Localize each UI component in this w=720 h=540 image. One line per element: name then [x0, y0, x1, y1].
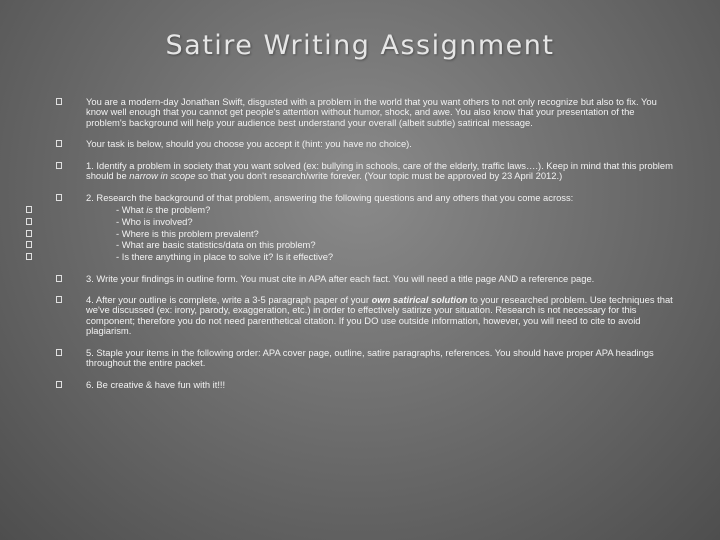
step-1-emphasis: narrow in scope — [129, 170, 196, 182]
list-item — [56, 161, 676, 182]
question-4: - What are basic statistics/data on this problem? — [116, 239, 316, 251]
bullet-icon — [56, 98, 62, 105]
list-item — [56, 380, 676, 390]
bullet-icon — [26, 253, 32, 260]
step-1-text-end: so that you don't research/write forever. (Your topic must be approved by 23 April 2012.) — [195, 170, 563, 182]
bullet-icon — [26, 206, 32, 213]
bullet-icon — [26, 218, 32, 225]
list-item — [86, 251, 676, 263]
task-text: Your task is below, should you choose you accept it (hint: you have no choice). — [86, 138, 412, 150]
question-2: - Who is involved? — [116, 215, 193, 227]
step-3-text: 3. Write your findings in outline form. You must cite in APA after each fact. You will need a title page AND a reference page. — [86, 272, 595, 284]
question-1-emphasis: is — [146, 204, 153, 216]
step-2-group — [56, 192, 676, 262]
step-1-text: 1. Identify a problem in society that you want solved (ex: bullying in schools, care of the elderly, traffic laws….). Keep in mind that this problem should be — [86, 159, 673, 182]
bullet-icon — [56, 381, 62, 388]
question-3: - Where is this problem prevalent? — [116, 227, 259, 239]
list-item — [56, 295, 676, 337]
bullet-icon — [56, 349, 62, 356]
bullet-icon — [56, 296, 62, 303]
step-5-text: 5. Staple your items in the following order: APA cover page, outline, satire paragraphs, references. You should have proper APA headings throughout the entire packet. — [86, 346, 654, 369]
bullet-icon — [26, 230, 32, 237]
step-2-lead: 2. Research the background of that problem, answering the following questions and any others that you come across: — [86, 192, 574, 204]
assignment-list — [56, 97, 676, 401]
list-item — [56, 348, 676, 369]
question-1: - What — [116, 204, 147, 216]
step-4-text: 4. After your outline is complete, write a 3-5 paragraph paper of your — [86, 294, 372, 306]
list-item — [86, 192, 676, 204]
question-5: - Is there anything in place to solve it? Is it effective? — [116, 250, 334, 262]
list-item — [86, 204, 676, 216]
list-item — [86, 228, 676, 240]
bullet-icon — [56, 194, 62, 201]
bullet-icon — [56, 162, 62, 169]
intro-text: You are a modern-day Jonathan Swift, disgusted with a problem in the world that you want others to not only recognize but also to fix. You know well enough that you cannot get people's attention without humor, shock, and awe. You also know that your presentation of the problem's background will help your audience best understand your overall (albeit subtle) satirical message. — [86, 96, 657, 128]
list-item — [56, 97, 676, 128]
bullet-icon — [56, 275, 62, 282]
bullet-icon — [56, 140, 62, 147]
list-item — [86, 239, 676, 251]
bullet-icon — [26, 241, 32, 248]
slide-title: Satire Writing Assignment — [165, 30, 555, 61]
step-4-text-end: to your researched problem. Use techniques that we've discussed (ex: irony, parody, exaggeration, etc.) in order to effectively satirize your situation. Research is not necessary for this component; therefore you do not need parenthetical citation. If you DO use outside information, however, you will need to cite to avoid plagiarism. — [86, 294, 673, 337]
step-4-emphasis: own satirical solution — [371, 294, 468, 306]
list-item — [56, 139, 676, 149]
list-item — [86, 216, 676, 228]
step-6-text: 6. Be creative & have fun with it!!! — [86, 378, 226, 390]
list-item — [56, 274, 676, 284]
question-1-end: the problem? — [153, 204, 211, 216]
